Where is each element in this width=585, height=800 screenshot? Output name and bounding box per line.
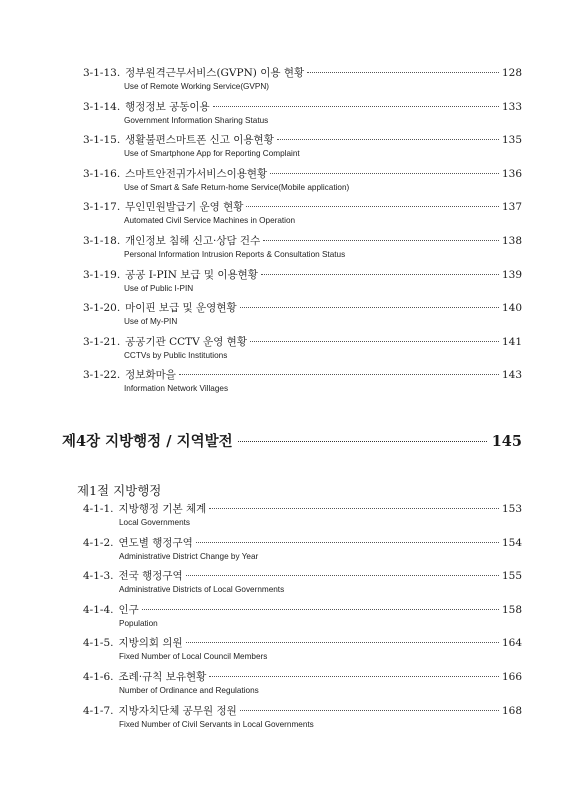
entry-page-number: 135 [501,134,522,147]
toc-group-3-1 [0,66,585,402]
toc-entry-line [83,502,522,516]
entry-number: 3-1-19. [83,268,121,281]
dot-leader [186,642,499,643]
toc-entry[interactable] [0,536,585,570]
toc-entry-line [83,234,522,248]
entry-number: 4-1-4. [83,603,114,616]
entry-number: 3-1-21. [83,335,121,348]
entry-page-number: 141 [501,335,522,348]
entry-title: 생활불편스마트폰 신고 이용현황 [125,134,274,147]
entry-number: 4-1-6. [83,670,114,683]
entry-title: 정보화마을 [125,369,176,382]
entry-title: 조례·규칙 보유현황 [118,670,207,683]
entry-page-number: 133 [501,100,522,113]
entry-english-title: Information Network Villages [124,384,229,394]
section-heading: 제1절 지방행정 [77,483,162,498]
entry-number: 3-1-17. [83,201,121,214]
entry-number: 3-1-16. [83,167,121,180]
dot-leader [142,609,499,610]
entry-number: 3-1-13. [83,67,121,79]
entry-english-title: Administrative Districts of Local Governments [119,585,285,595]
toc-group-4-1 [0,502,585,737]
entry-english-title: Use of Smartphone App for Reporting Complaint [124,149,300,159]
entry-english-title: Automated Civil Service Machines in Operation [124,216,296,226]
entry-english-title: CCTVs by Public Institutions [124,350,228,360]
dot-leader [196,542,499,543]
toc-entry[interactable] [0,368,585,402]
toc-entry-line [83,704,522,718]
toc-entry-line [83,167,522,181]
dot-leader [209,508,499,509]
dot-leader [263,240,499,241]
toc-entry-line [83,569,522,583]
entry-number: 3-1-22. [83,369,121,382]
toc-entry[interactable] [0,603,585,637]
entry-title: 전국 행정구역 [118,570,183,583]
entry-page-number: 137 [501,201,522,214]
toc-entry-line [83,133,522,147]
entry-page-number: 153 [501,503,522,515]
entry-number: 3-1-15. [83,134,121,147]
dot-leader [307,72,499,73]
toc-entry[interactable] [0,301,585,335]
toc-entry[interactable] [0,502,585,536]
toc-entry-line [83,536,522,550]
toc-entry[interactable] [0,100,585,134]
toc-entry-line [83,100,522,114]
entry-number: 3-1-18. [83,234,121,247]
entry-number: 4-1-3. [83,570,114,583]
entry-title: 마이핀 보급 및 운영현황 [125,302,237,315]
entry-english-title: Use of Smart & Safe Return-home Service(Mobile application) [124,182,350,192]
dot-leader [186,575,499,576]
entry-page-number: 164 [501,637,522,650]
entry-title: 연도별 행정구역 [118,536,193,549]
toc-entry[interactable] [0,268,585,302]
entry-page-number: 140 [501,302,522,315]
dot-leader [238,441,487,442]
entry-english-title: Use of My-PIN [124,317,178,327]
entry-number: 3-1-14. [83,100,121,113]
entry-title: 스마트안전귀가서비스이용현황 [125,167,268,180]
entry-title: 행정정보 공동이용 [125,100,210,113]
dot-leader [213,106,499,107]
entry-number: 4-1-2. [83,536,114,549]
dot-leader [261,274,499,275]
dot-leader [179,374,499,375]
entry-title: 공공기관 CCTV 운영 현황 [125,335,247,348]
entry-english-title: Local Governments [119,518,190,527]
entry-page-number: 143 [501,369,522,382]
toc-entry[interactable] [0,636,585,670]
entry-page-number: 128 [501,67,522,79]
entry-page-number: 166 [501,670,522,683]
entry-english-title: Use of Public I-PIN [124,283,194,293]
entry-number: 4-1-1. [83,503,114,515]
entry-english-title: Administrative District Change by Year [119,551,259,561]
entry-title: 인구 [118,603,139,616]
dot-leader [246,206,499,207]
entry-english-title: Personal Information Intrusion Reports & Consultation Status [124,249,346,259]
entry-english-title: Government Information Sharing Status [124,115,269,125]
entry-number: 4-1-5. [83,637,114,650]
entry-number: 4-1-7. [83,704,114,717]
toc-entry-line [83,268,522,282]
toc-entry[interactable] [0,670,585,704]
entry-english-title: Use of Remote Working Service(GVPN) [124,82,269,91]
entry-title: 지방자치단체 공무원 정원 [118,704,237,717]
entry-title: 정부원격근무서비스(GVPN) 이용 현황 [125,67,305,79]
chapter-title: 제4장 지방행정 / 지역발전 [62,433,233,450]
toc-entry[interactable] [0,569,585,603]
toc-entry[interactable] [0,167,585,201]
toc-entry[interactable] [0,234,585,268]
chapter-heading[interactable] [62,430,522,451]
entry-page-number: 168 [501,704,522,717]
entry-english-title: Population [119,618,158,628]
toc-entry-line [83,66,522,80]
dot-leader [250,341,499,342]
chapter-page-number: 145 [491,433,522,450]
dot-leader [240,710,499,711]
entry-title: 공공 I-PIN 보급 및 이용현황 [125,268,258,281]
toc-entry-line [83,335,522,349]
entry-english-title: Number of Ordinance and Regulations [119,685,259,695]
entry-page-number: 158 [501,603,522,616]
toc-entry[interactable] [0,704,585,738]
toc-entry-line [83,670,522,684]
entry-english-title: Fixed Number of Local Council Members [119,652,268,662]
dot-leader [277,139,499,140]
toc-entry[interactable] [0,66,585,100]
toc-entry[interactable] [0,133,585,167]
toc-entry-line [83,368,522,382]
entry-page-number: 155 [501,570,522,583]
toc-entry-line [83,200,522,214]
toc-entry-line [83,301,522,315]
entry-title: 무인민원발급기 운영 현황 [125,201,244,214]
dot-leader [270,173,499,174]
entry-title: 지방행정 기본 체계 [118,503,207,515]
toc-entry[interactable] [0,335,585,369]
entry-number: 3-1-20. [83,302,121,315]
entry-page-number: 138 [501,234,522,247]
dot-leader [240,307,499,308]
toc-entry-line [83,636,522,650]
entry-page-number: 154 [501,536,522,549]
toc-entry-line [83,603,522,617]
entry-page-number: 136 [501,167,522,180]
entry-english-title: Fixed Number of Civil Servants in Local Governments [119,719,314,729]
toc-entry[interactable] [0,200,585,234]
entry-title: 개인정보 침해 신고·상담 건수 [125,234,261,247]
entry-title: 지방의회 의원 [118,637,183,650]
dot-leader [209,676,499,677]
entry-page-number: 139 [501,268,522,281]
